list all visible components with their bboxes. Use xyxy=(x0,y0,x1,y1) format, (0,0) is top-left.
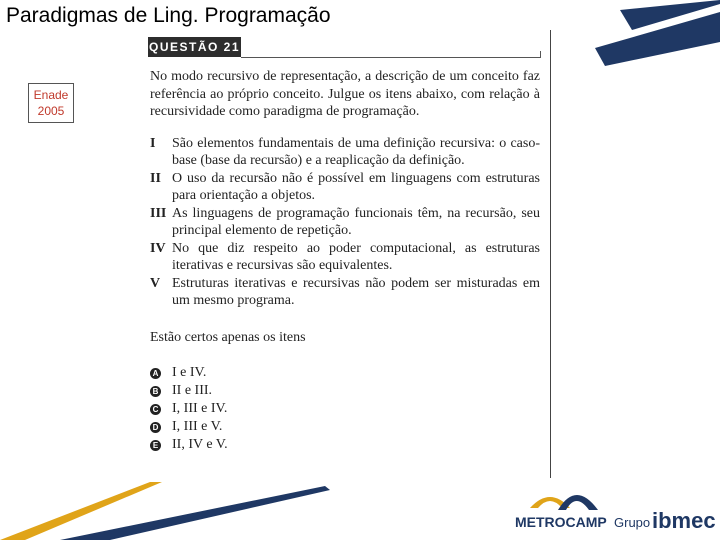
statement-item xyxy=(150,205,540,240)
answer-option-b[interactable] xyxy=(150,382,540,400)
option-letter-badge: C xyxy=(150,404,161,415)
corner-decoration-top-right xyxy=(590,0,720,70)
statement-number: V xyxy=(150,275,161,291)
slide-title: Paradigmas de Ling. Programação xyxy=(6,4,331,27)
option-text: I e IV. xyxy=(172,365,207,381)
option-letter-badge: D xyxy=(150,422,161,433)
statement-number: III xyxy=(150,205,167,221)
statement-text: O uso da recursão não é possível em linguagens com estruturas para orientação a objetos. xyxy=(172,170,540,203)
option-text: I, III e V. xyxy=(172,419,223,435)
question-body xyxy=(150,68,540,454)
header-rule xyxy=(241,57,540,58)
statement-text: As linguagens de programação funcionais têm, na recursão, seu principal elemento de repetição. xyxy=(172,205,540,238)
statement-text: No que diz respeito ao poder computacional, as estruturas iterativas e recursivas são equivalentes. xyxy=(172,240,540,273)
question-intro: No modo recursivo de representação, a descrição de um conceito faz referência ao próprio conceito. Julgue os itens abaixo, com relação à recursividade como paradigma de programação. xyxy=(150,69,540,119)
metrocamp-wordmark: METROCAMP xyxy=(515,514,607,530)
option-text: I, III e IV. xyxy=(172,401,228,417)
answer-options xyxy=(150,364,540,454)
statement-item xyxy=(150,135,540,170)
corner-decoration-bottom-left xyxy=(0,478,330,540)
option-letter-badge: E xyxy=(150,440,161,451)
statement-list xyxy=(150,135,540,310)
option-letter-badge: B xyxy=(150,386,161,397)
enade-badge xyxy=(28,83,74,123)
option-text: II e III. xyxy=(172,383,213,399)
answer-option-e[interactable] xyxy=(150,436,540,454)
header-rule-tick xyxy=(540,51,541,58)
enade-year: 2005 xyxy=(37,104,65,118)
statement-item xyxy=(150,240,540,275)
option-letter-badge: A xyxy=(150,368,161,379)
answer-option-c[interactable] xyxy=(150,400,540,418)
question-prompt: Estão certos apenas os itens xyxy=(150,329,306,345)
question-header: QUESTÃO 21 xyxy=(148,37,241,57)
ibmec-wordmark: ibmec xyxy=(652,508,716,533)
statement-text: Estruturas iterativas e recursivas não podem ser misturadas em um mesmo programa. xyxy=(172,275,540,308)
grupo-label: Grupo xyxy=(614,515,651,530)
enade-label: Enade xyxy=(33,88,69,102)
column-divider xyxy=(550,30,551,478)
metrocamp-navy-arch xyxy=(558,495,598,510)
metrocamp-ibmec-logo xyxy=(512,480,720,540)
statement-item xyxy=(150,170,540,205)
statement-number: II xyxy=(150,170,161,186)
statement-number: I xyxy=(150,135,156,151)
answer-option-a[interactable] xyxy=(150,364,540,382)
statement-item xyxy=(150,275,540,310)
answer-option-d[interactable] xyxy=(150,418,540,436)
statement-number: IV xyxy=(150,240,166,256)
option-text: II, IV e V. xyxy=(172,437,228,453)
statement-text: São elementos fundamentais de uma definição recursiva: o caso-base (base da recursão) e a reaplicação da definição. xyxy=(172,135,540,168)
